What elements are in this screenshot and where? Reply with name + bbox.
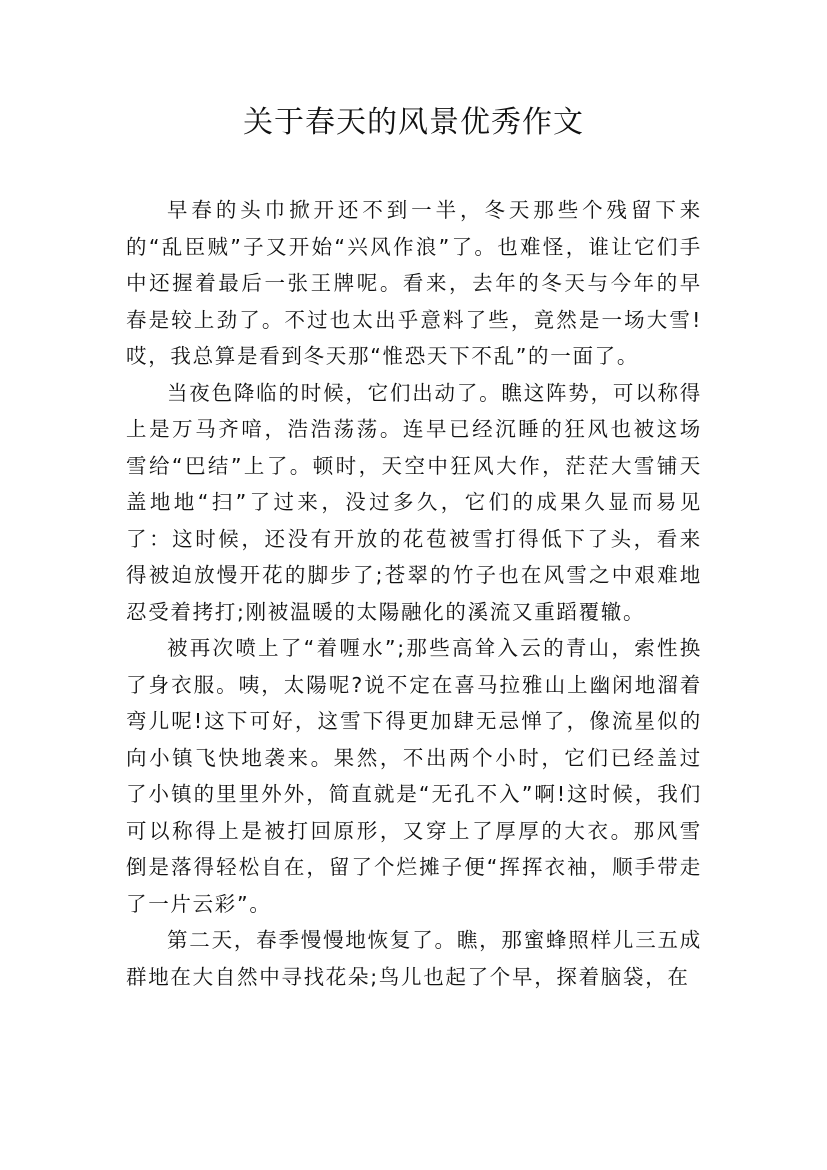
paragraph: 当夜色降临的时候，它们出动了。瞧这阵势，可以称得上是万马齐喑，浩浩荡荡。连早已经沉睡的狂风也被这场雪给“巴结”上了。顿时，天空中狂风大作，茫茫大雪铺天盖地地“扫”了过来，没过多久，它们的成果久显而易见了：这时候，还没有开放的花苞被雪打得低下了头，看来得被迫放慢开花的脚步了;苍翠的竹子也在风雪之中艰难地忍受着拷打;刚被温暖的太陽融化的溪流又重蹈覆辙。 [126,380,702,624]
paragraph: 第二天，春季慢慢地恢复了。瞧，那蜜蜂照样儿三五成群地在大自然中寻找花朵;鸟儿也起了个早，探着脑袋，在 [126,928,702,989]
paragraph: 早春的头巾掀开还不到一半，冬天那些个残留下来的“乱臣贼”子又开始“兴风作浪”了。也难怪，谁让它们手中还握着最后一张王牌呢。看来，去年的冬天与今年的早春是较上劲了。不过也太出乎意料了些，竟然是一场大雪!哎，我总算是看到冬天那“惟恐天下不乱”的一面了。 [126,198,702,368]
document-title: 关于春天的风景优秀作文 [243,105,584,140]
paragraph: 被再次喷上了“着喱水”;那些高耸入云的青山，索性换了身衣服。咦，太陽呢?说不定在喜马拉雅山上幽闲地溜着弯儿呢!这下可好，这雪下得更加肆无忌惮了，像流星似的向小镇飞快地袭来。果然，不出两个小时，它们已经盖过了小镇的里里外外，简直就是“无孔不入”啊!这时候，我们可以称得上是被打回原形，又穿上了厚厚的大衣。那风雪倒是落得轻松自在，留了个烂摊子便“挥挥衣袖，顺手带走了一片云彩”。 [126,636,702,916]
document-body [126,192,702,995]
